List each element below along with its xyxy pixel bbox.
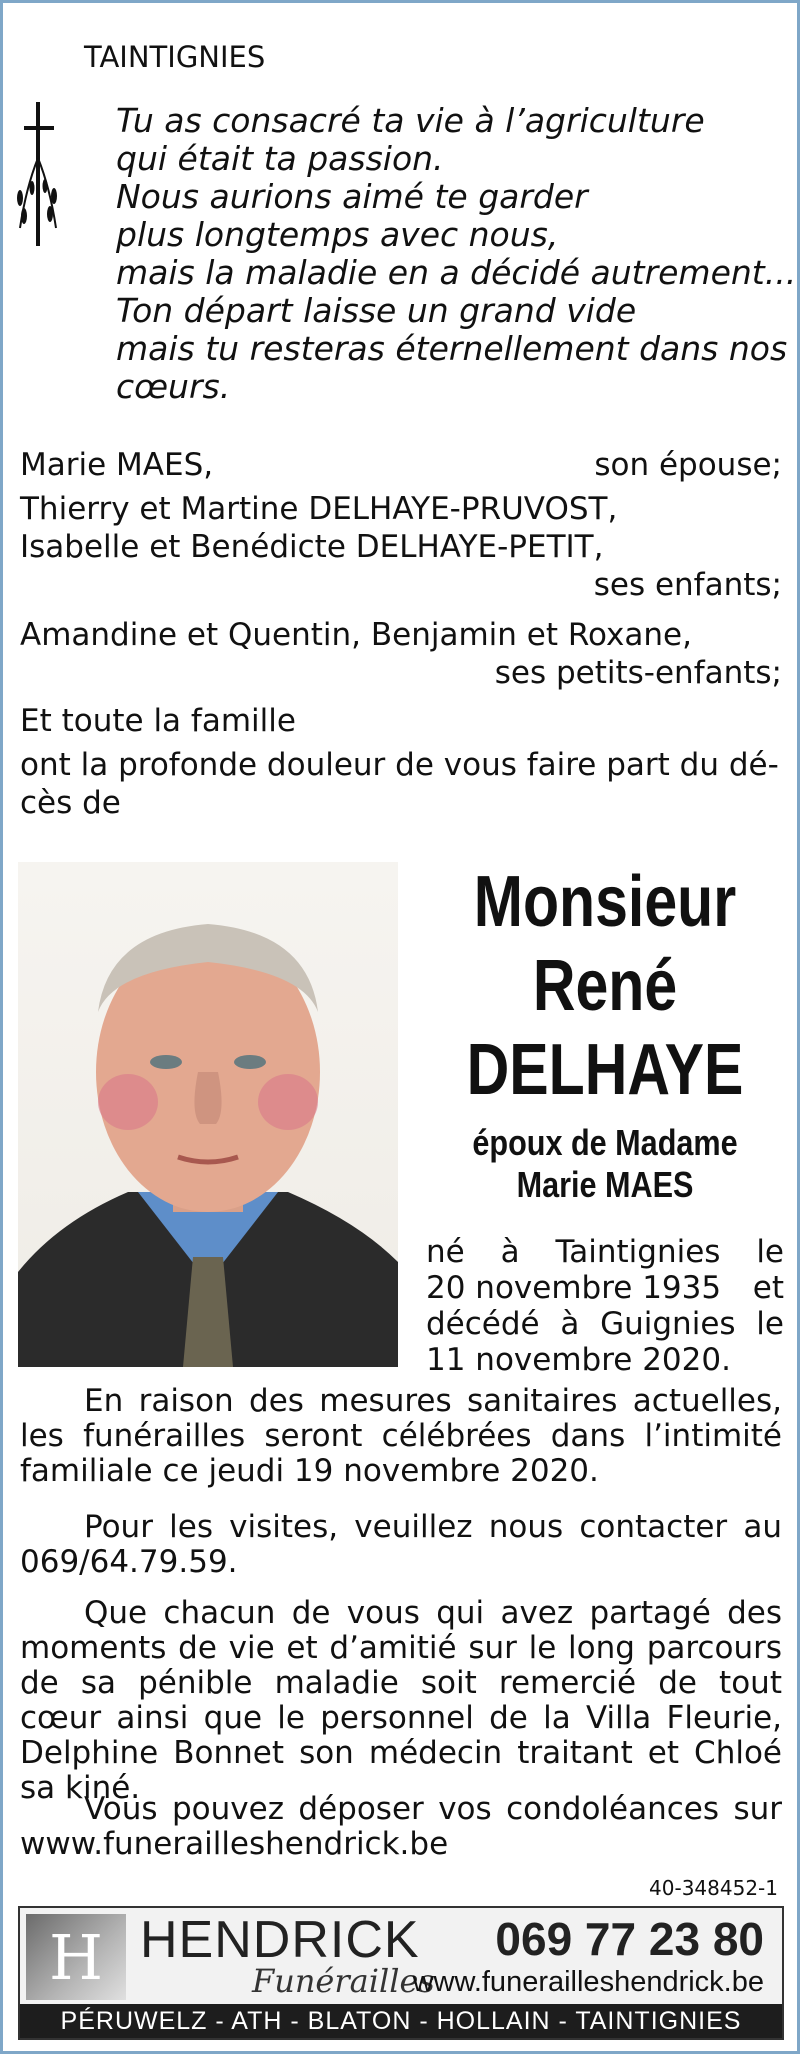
- birth-line: né à Taintignies le: [426, 1234, 784, 1270]
- locations-bar: PÉRUWELZ - ATH - BLATON - HOLLAIN - TAINTIGNIES: [20, 2004, 782, 2038]
- family-spouse-row: [20, 446, 782, 484]
- poem: [116, 102, 796, 406]
- death-line: décédé à Guignies le: [426, 1306, 784, 1342]
- funeral-paragraph: En raison des mesures sanitaires actuelles, les funérailles seront célébrées dans l’intimité familiale ce jeudi 19 novembre 2020.: [20, 1383, 782, 1489]
- deceased-portrait: [18, 862, 398, 1367]
- children-line: Thierry et Martine DELHAYE-PRUVOST,: [20, 491, 618, 527]
- children-line: Isabelle et Benédicte DELHAYE-PETIT,: [20, 529, 604, 565]
- announcement-line: cès de: [20, 785, 121, 821]
- spouse-relation: son épouse;: [594, 447, 782, 483]
- poem-line: mais tu resteras éternellement dans nos: [116, 329, 788, 368]
- birth-date-line: 20 novembre 1935 et: [426, 1270, 784, 1306]
- condolences-paragraph: Vous pouvez déposer vos condoléances sur www.funerailleshendrick.be: [20, 1791, 782, 1862]
- visits-paragraph: Pour les visites, veuillez nous contacter au 069/64.79.59.: [20, 1509, 782, 1580]
- poem-line: Tu as consacré ta vie à l’agriculture: [116, 101, 705, 140]
- location-heading: TAINTIGNIES: [84, 40, 266, 74]
- phone-number: 069 77 23 80: [495, 1913, 764, 1965]
- poem-line: mais la maladie en a décidé autrement...: [116, 253, 797, 292]
- spouse-line: Marie MAES: [516, 1164, 694, 1205]
- cross-wheat-icon: [12, 98, 58, 248]
- deceased-first-name: René: [532, 946, 678, 1026]
- children-relation: ses enfants;: [593, 567, 782, 603]
- spouse-block: [430, 1122, 780, 1206]
- funeral-home-banner: [18, 1906, 784, 2040]
- website-link[interactable]: www.funerailleshendrick.be: [412, 1966, 764, 1998]
- poem-line: Ton départ laisse un grand vide: [116, 291, 637, 330]
- poem-line: cœurs.: [116, 367, 231, 406]
- grandchildren-relation: ses petits-enfants;: [494, 655, 782, 691]
- deceased-title: Monsieur: [473, 862, 737, 942]
- deceased-last-name: DELHAYE: [466, 1030, 744, 1110]
- spouse-name: Marie MAES,: [20, 447, 214, 483]
- all-family-line: Et toute la famille: [20, 703, 296, 739]
- brand-name: HENDRICK: [140, 1911, 420, 1969]
- hendrick-logo-icon: H: [26, 1914, 126, 2000]
- thanks-paragraph: Que chacun de vous qui avez partagé des moments de vie et d’amitié sur le long parcours de sa pénible maladie soit remercié de tout cœur ainsi que le personnel de la Villa Fleurie, Delphine Bonnet son médecin traitant et Chloé sa kiné.: [20, 1595, 782, 1806]
- death-date-line: 11 novembre 2020.: [426, 1342, 731, 1378]
- poem-line: plus longtemps avec nous,: [116, 215, 559, 254]
- spouse-line: époux de Madame: [472, 1122, 738, 1163]
- birth-death-block: [426, 1234, 784, 1378]
- poem-line: qui était ta passion.: [116, 139, 444, 178]
- reference-number: 40-348452-1: [649, 1876, 778, 1900]
- deceased-name-block: [430, 860, 780, 1112]
- grandchildren-line: Amandine et Quentin, Benjamin et Roxane,: [20, 617, 692, 653]
- announcement-line: ont la profonde douleur de vous faire part du dé-: [20, 747, 779, 783]
- poem-line: Nous aurions aimé te garder: [116, 177, 588, 216]
- brand-subtitle: Funérailles: [252, 1962, 435, 2000]
